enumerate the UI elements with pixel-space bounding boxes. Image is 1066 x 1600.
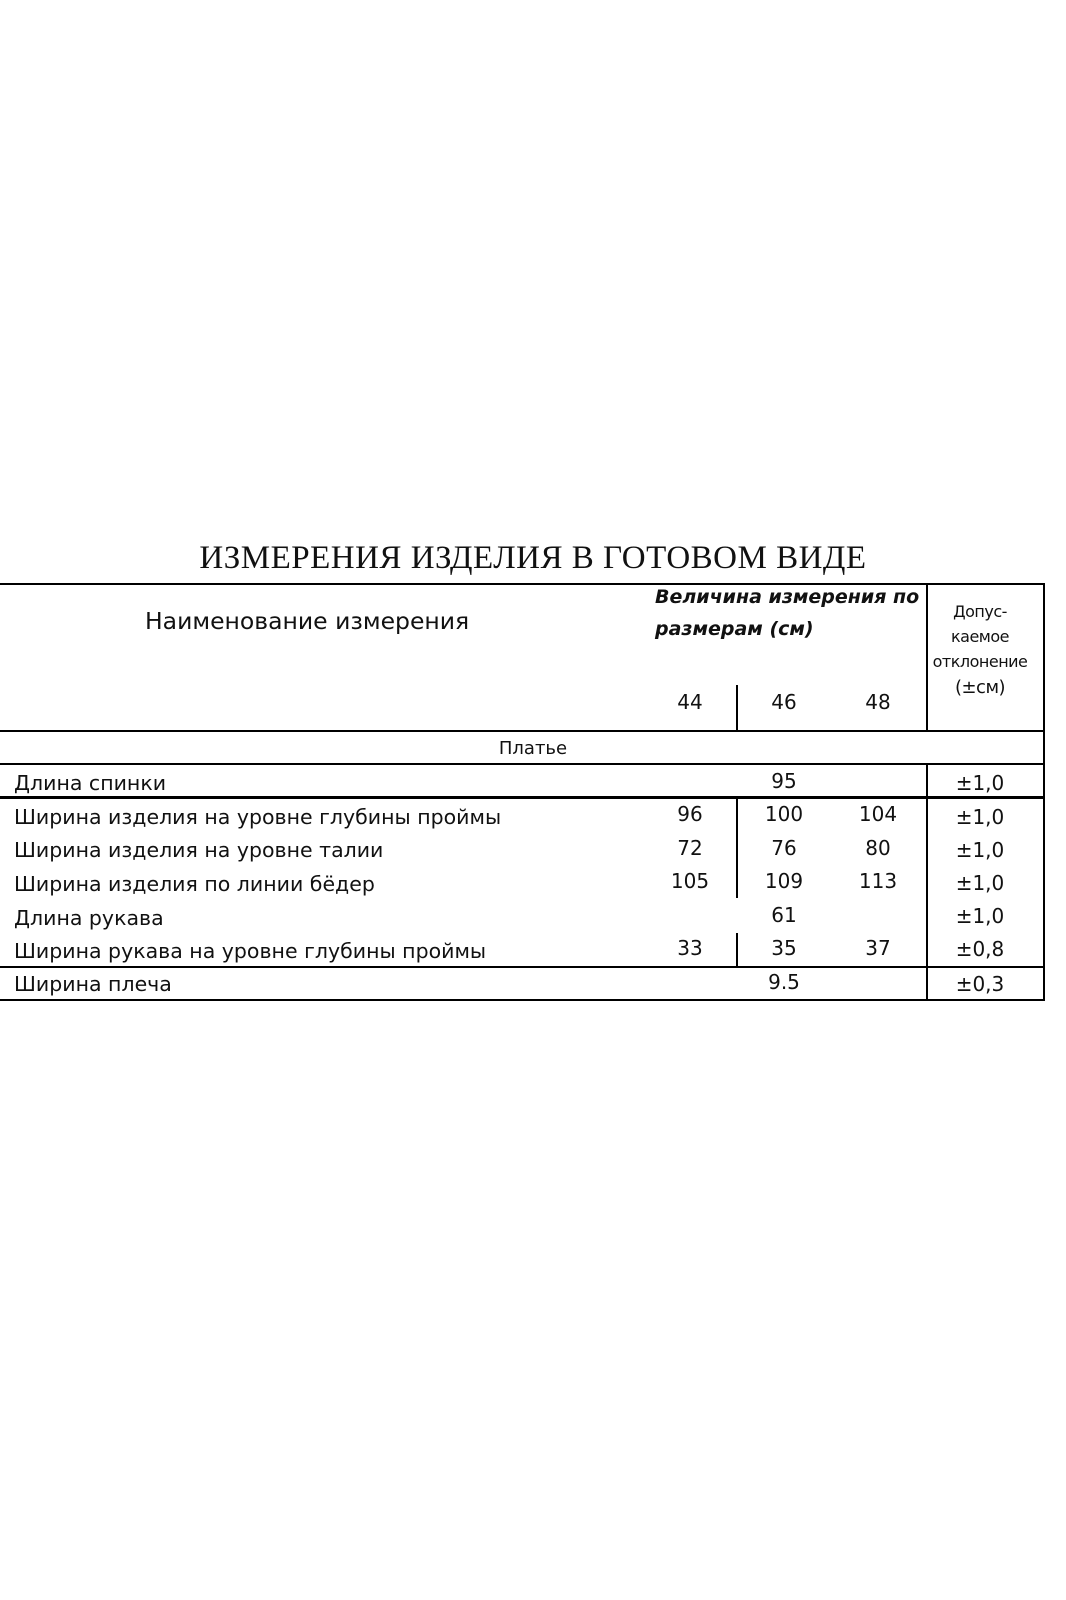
page-title: ИЗМЕРЕНИЯ ИЗДЕЛИЯ В ГОТОВОМ ВИДЕ — [199, 540, 867, 576]
size-divider — [736, 685, 738, 731]
size-divider — [736, 799, 738, 898]
row-value: 76 — [771, 836, 797, 860]
row-label: Ширина изделия на уровне талии — [14, 838, 384, 862]
size-header-44: 44 — [677, 690, 703, 714]
row-value: 96 — [677, 802, 703, 826]
row-value: 61 — [771, 903, 797, 927]
tolerance-header-line: каемое — [950, 626, 1009, 646]
section-title: Платье — [498, 738, 568, 759]
row-value: 35 — [771, 936, 797, 960]
row-value: 113 — [858, 869, 898, 893]
row-value: 95 — [771, 769, 797, 793]
row-value: 104 — [858, 802, 898, 826]
row-label: Ширина изделия по линии бёдер — [14, 872, 375, 896]
row-tolerance: ±1,0 — [955, 838, 1005, 862]
row-label: Длина спинки — [14, 771, 167, 795]
row-label: Ширина плеча — [14, 972, 172, 996]
row-value: 105 — [670, 869, 710, 893]
tolerance-header-line: отклонение — [932, 651, 1028, 671]
row-value: 109 — [764, 869, 804, 893]
row-value: 100 — [764, 802, 804, 826]
table-top-border — [0, 583, 1045, 585]
row-value: 37 — [865, 936, 891, 960]
tolerance-header-line: (±см) — [954, 677, 1006, 699]
row-value: 33 — [677, 936, 703, 960]
name-column-header: Наименование измерения — [145, 607, 470, 635]
tolerance-column-header — [915, 600, 1045, 702]
row-value: 80 — [865, 836, 891, 860]
row-value: 72 — [677, 836, 703, 860]
row-label: Ширина рукава на уровне глубины проймы — [14, 939, 487, 963]
row-tolerance: ±1,0 — [955, 805, 1005, 829]
size-divider — [736, 933, 738, 967]
row-tolerance: ±0,3 — [955, 972, 1005, 996]
row-tolerance: ±1,0 — [955, 771, 1005, 795]
row-divider — [0, 966, 1045, 968]
row-label: Ширина изделия на уровне глубины проймы — [14, 805, 502, 829]
size-header-46: 46 — [771, 690, 797, 714]
table-bottom-border — [0, 999, 1045, 1001]
row-tolerance: ±1,0 — [955, 904, 1005, 928]
sizes-column-header-line1: Величина измерения по — [655, 586, 920, 608]
tolerance-header-line: Допус- — [953, 602, 1007, 621]
row-tolerance: ±1,0 — [955, 871, 1005, 895]
section-bottom-border — [0, 763, 1045, 765]
row-value: 9.5 — [768, 970, 800, 994]
sizes-column-header-line2: размерам (см) — [655, 618, 814, 640]
size-header-48: 48 — [865, 690, 891, 714]
row-divider-thick — [0, 796, 1045, 799]
header-bottom-border — [0, 730, 1045, 732]
row-tolerance: ±0,8 — [955, 937, 1005, 961]
row-label: Длина рукава — [14, 906, 164, 930]
